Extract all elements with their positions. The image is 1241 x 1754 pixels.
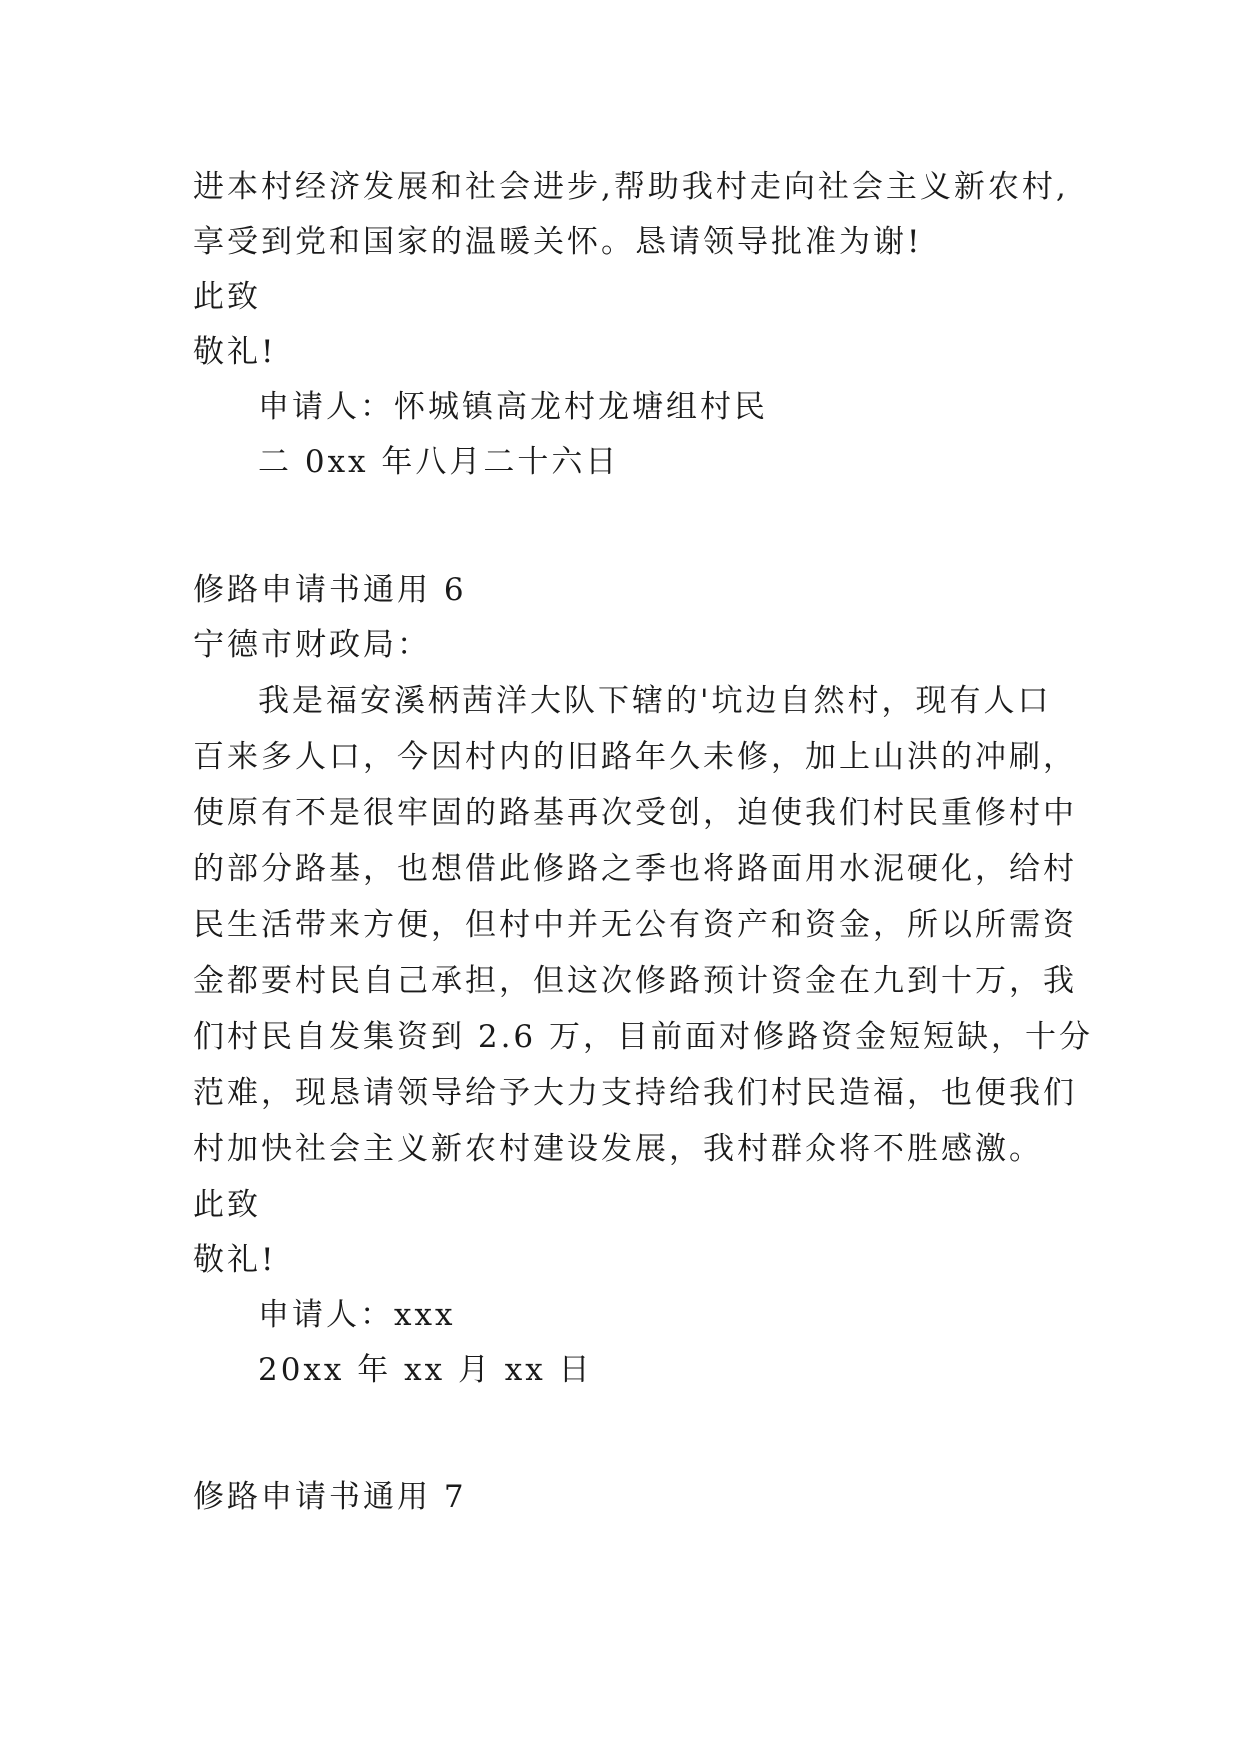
section3-title: 修路申请书通用 7 — [193, 1479, 467, 1515]
section1-applicant: 申请人：怀城镇高龙村龙塘组村民 — [258, 389, 768, 425]
section1-body-line-2: 享受到党和国家的温暖关怀。恳请领导批准为谢! — [193, 224, 923, 260]
section1-date: 二 0xx 年八月二十六日 — [258, 444, 620, 480]
section2-body-line-1: 我是福安溪柄茜洋大队下辖的'坑边自然村，现有人口 — [258, 683, 1052, 719]
section2-body-line-2: 百来多人口，今因村内的旧路年久未修，加上山洪的冲刷， — [193, 739, 1077, 775]
section2-salutation-1: 此致 — [193, 1187, 261, 1223]
section2-body-line-5: 民生活带来方便，但村中并无公有资产和资金，所以所需资 — [193, 907, 1077, 943]
section2-body-line-9: 村加快社会主义新农村建设发展，我村群众将不胜感激。 — [193, 1131, 1043, 1167]
section2-body-line-6: 金都要村民自己承担，但这次修路预计资金在九到十万，我 — [193, 963, 1077, 999]
section1-salutation-2: 敬礼! — [193, 334, 277, 370]
section2-title: 修路申请书通用 6 — [193, 572, 467, 608]
section2-body-line-3: 使原有不是很牢固的路基再次受创，迫使我们村民重修村中 — [193, 795, 1077, 831]
section2-recipient: 宁德市财政局： — [193, 627, 431, 663]
section2-applicant: 申请人：xxx — [258, 1297, 456, 1333]
section1-salutation-1: 此致 — [193, 279, 261, 315]
section2-body-line-4: 的部分路基，也想借此修路之季也将路面用水泥硬化，给村 — [193, 851, 1077, 887]
section2-date: 20xx 年 xx 月 xx 日 — [258, 1352, 593, 1388]
section2-body-line-7: 们村民自发集资到 2.6 万，目前面对修路资金短短缺，十分 — [193, 1019, 1094, 1055]
section2-body-line-8: 范难，现恳请领导给予大力支持给我们村民造福，也便我们 — [193, 1075, 1077, 1111]
section1-body-line-1: 进本村经济发展和社会进步,帮助我村走向社会主义新农村, — [193, 169, 1069, 205]
section2-salutation-2: 敬礼! — [193, 1242, 277, 1278]
